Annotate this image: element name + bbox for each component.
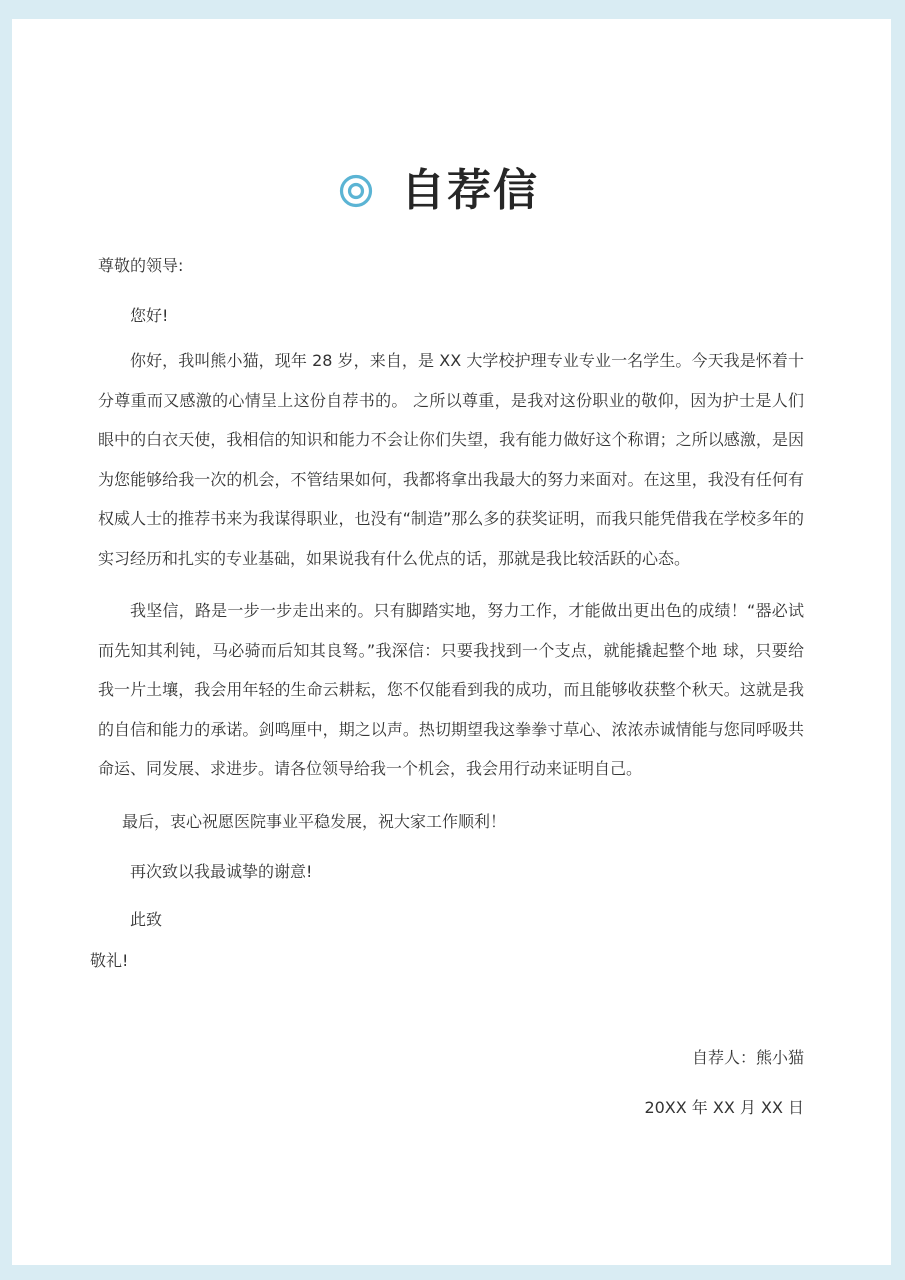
closing-wish: 最后，衷心祝愿医院事业平稳发展，祝大家工作顺利！ (122, 812, 507, 831)
signature: 自荐人：熊小猫 (691, 1048, 804, 1067)
salutation: 尊敬的领导: (98, 256, 184, 275)
page-title: 自荐信 (401, 165, 539, 216)
letter-page (12, 19, 891, 1265)
closing-thanks: 再次致以我最诚挚的谢意! (130, 862, 313, 881)
greeting: 您好! (130, 306, 169, 325)
paragraph-belief: 我坚信，路是一步一步走出来的。只有脚踏实地，努力工作，才能做出更出色的成绩！“器必试而先知其利钝，马必骑而后知其良驽。”我深信：只要我找到一个支点，就能撬起整个地 球，只要给我一片土壤，我会用年轻的生命云耕耘，您不仅能看到我的成功，而且能够收获整个秋天。这就是我的自信和能力的承诺。剑鸣厘中，期之以声。热切期望我这拳拳寸草心、浓浓赤诚情能与您同呼吸共命运、同发展、求进步。请各位领导给我一个机会，我会用行动来证明自己。 (98, 601, 804, 778)
paragraph-intro: 你好，我叫熊小猫，现年 28 岁，来自，是 XX 大学校护理专业专业一名学生。今天我是怀着十分尊重而又感激的心情呈上这份自荐书的。 之所以尊重，是我对这份职业的敬仰，因为护士是人们眼中的白衣天使，我相信的知识和能力不会让你们失望，我有能力做好这个称谓；之所以感激，是因为您能够给我一次的机会，不管结果如何，我都将拿出我最大的努力来面对。在这里，我没有任何有权威人士的推荐书来为我谋得职业，也没有“制造”那么多的获奖证明，而我只能凭借我在学校多年的实习经历和扎实的专业基础，如果说我有什么优点的话，那就是我比较活跃的心态。 (98, 351, 804, 568)
target-circle-icon (339, 174, 373, 208)
closing-cizhi: 此致 (130, 910, 163, 929)
closing-jingli: 敬礼! (90, 951, 129, 970)
letter-date: 20XX 年 XX 月 XX 日 (644, 1098, 804, 1117)
title-row (12, 159, 891, 229)
